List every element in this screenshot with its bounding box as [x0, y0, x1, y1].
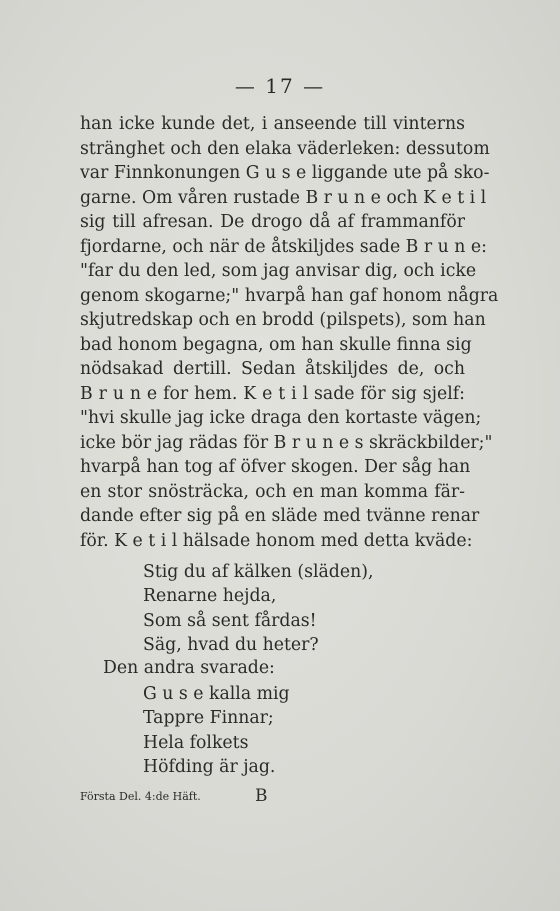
text-line: för. K e t i l hälsade honom med detta kväde: [80, 530, 473, 551]
text-line: icke bör jag rädas för B r u n e s skräckbilder;" [80, 432, 493, 453]
verse-line: Stig du af kälken (släden), [143, 562, 374, 582]
text-line: nödsakad dertill. Sedan åtskiljdes de, och [80, 359, 465, 379]
verse-line: Hela folkets [143, 732, 249, 753]
text-line: han icke kunde det, i anseende till vinterns [80, 114, 465, 134]
text-line: genom skogarne;" hvarpå han gaf honom några [80, 285, 499, 306]
text-line: dande efter sig på en släde med tvänne renar [80, 506, 480, 526]
verse-line: Tappre Finnar; [143, 708, 274, 729]
verse-line: Höfding är jag. [143, 757, 276, 778]
verse-line: Säg, hvad du heter? [143, 635, 319, 656]
text-line: skjutredskap och en brodd (pilspets), som han [80, 310, 486, 330]
text-line: var Finnkonungen G u s e liggande ute på sko- [80, 163, 490, 183]
page-number-header: — 17 — [234, 74, 326, 98]
verse-line: Renarne hejda, [143, 586, 277, 607]
speaker-line: Den andra svarade: [103, 658, 275, 678]
text-line: hvarpå han tog af öfver skogen. Der såg han [80, 457, 471, 477]
text-line: en stor snösträcka, och en man komma fär- [80, 481, 465, 502]
printer-footer-note: Första Del. 4:de Häft. [80, 790, 201, 803]
body-paragraph [80, 112, 499, 553]
text-line: "far du den led, som jag anvisar dig, och icke [80, 261, 477, 281]
text-line: bad honom begagna, om han skulle finna sig [80, 334, 472, 355]
text-line: fjordarne, och när de åtskiljdes sade B r u n e: [80, 236, 487, 257]
verse-stanza-1 [143, 560, 373, 658]
text-line: sig till afresan. De drogo då af frammanför [80, 212, 465, 232]
verse-line: G u s e kalla mig [143, 684, 290, 704]
text-line: stränghet och den elaka väderleken: dessutom [80, 138, 490, 159]
text-line: B r u n e for hem. K e t i l sade för sig sjelf: [80, 383, 465, 404]
verse-line: Som så sent fårdas! [143, 610, 317, 631]
signature-mark: B [255, 786, 268, 806]
verse-stanza-2 [143, 682, 290, 780]
text-line: "hvi skulle jag icke draga den kortaste vägen; [80, 408, 482, 428]
text-line: garne. Om våren rustade B r u n e och K e t i l [80, 187, 487, 208]
